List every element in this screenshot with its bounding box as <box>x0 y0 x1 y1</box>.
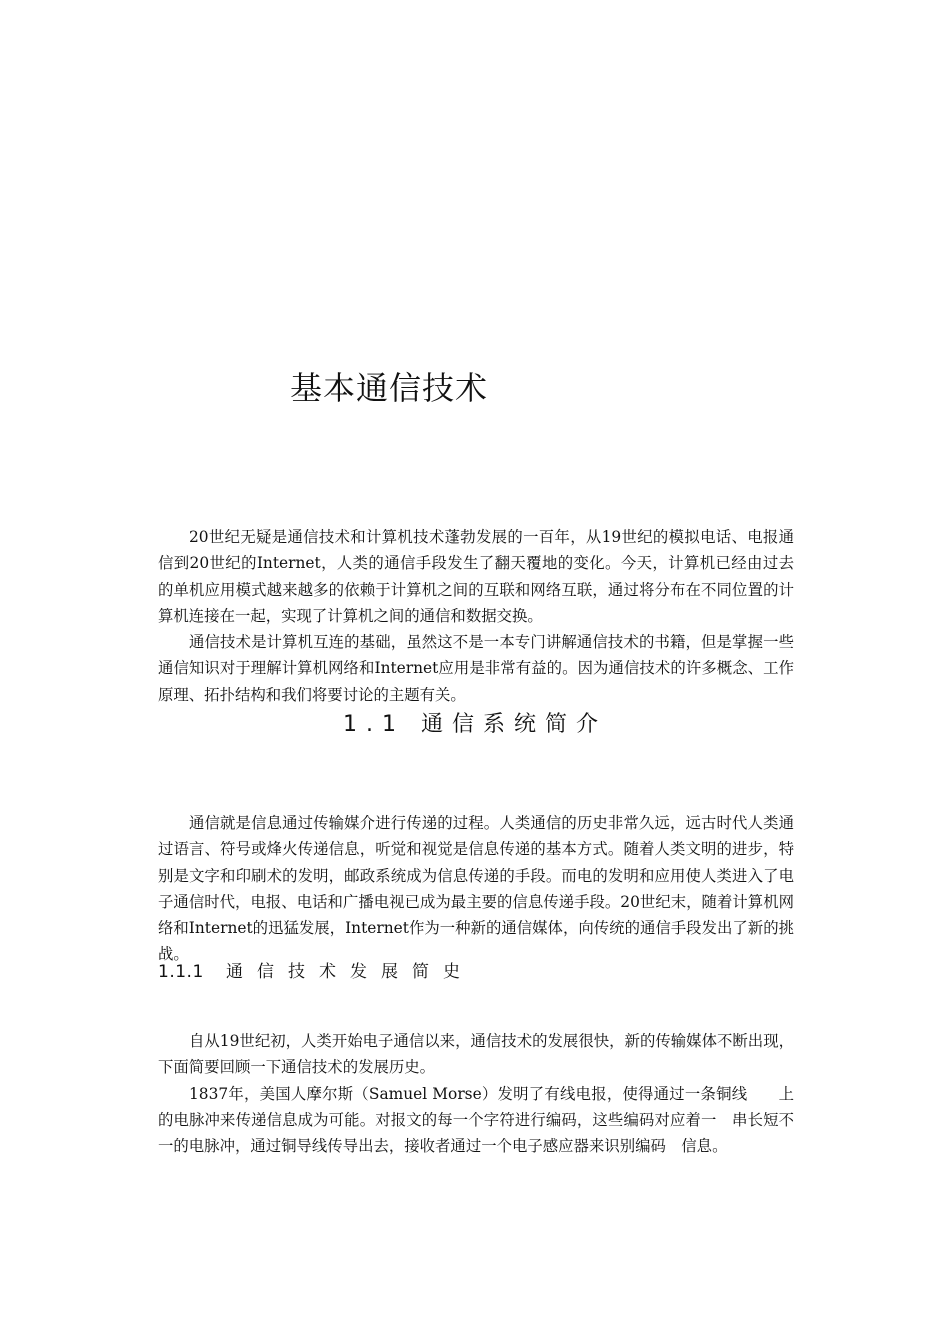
section-paragraph-1: 通信就是信息通过传输媒介进行传递的过程。人类通信的历史非常久远，远古时代人类通过语言、符号或烽火传递信息，听觉和视觉是信息传递的基本方式。随着人类文明的进步，特别是文字和印刷术的发明，邮政系统成为信息传递的手段。而电的发明和应用使人类进入了电子通信时代，电报、电话和广播电视已成为最主要的信息传递手段。20世纪末，随着计算机网络和Internet的迅猛发展，Internet作为一种新的通信媒体，向传统的通信手段发出了新的挑战。 <box>158 814 794 964</box>
section-heading <box>0 710 950 740</box>
subsection-heading <box>158 960 474 984</box>
intro-paragraph-2: 通信技术是计算机互连的基础，虽然这不是一本专门讲解通信技术的书籍，但是掌握一些通信知识对于理解计算机网络和Internet应用是非常有益的。因为通信技术的许多概念、工作原理、拓扑结构和我们将要讨论的主题有关。 <box>158 633 794 704</box>
subsection-paragraph-1: 自从19世纪初，人类开始电子通信以来，通信技术的发展很快，新的传输媒体不断出现，下面简要回顾一下通信技术的发展历史。 <box>158 1032 794 1077</box>
chapter-title: 基本通信技术 <box>290 369 489 407</box>
section-title: 通信系统简介 <box>420 712 607 737</box>
section-text-block <box>158 810 794 968</box>
intro-text-block <box>158 524 794 708</box>
subsection-paragraph-2: 1837年，美国人摩尔斯（Samuel Morse）发明了有线电报，使得通过一条铜线 上的电脉冲来传递信息成为可能。对报文的每一个字符进行编码，这些编码对应着一 串长短不一的电脉冲，通过铜导线传导出去，接收者通过一个电子感应器来识别编码 信息。 <box>158 1084 794 1156</box>
intro-paragraph-1: 20世纪无疑是通信技术和计算机技术蓬勃发展的一百年，从19世纪的模拟电话、电报通信到20世纪的Internet，人类的通信手段发生了翻天覆地的变化。今天，计算机已经由过去的单机应用模式越来越多的依赖于计算机之间的互联和网络互联，通过将分布在不同位置的计算机连接在一起，实现了计算机之间的通信和数据交换。 <box>158 528 794 625</box>
subsection-number: 1.1.1 <box>158 962 204 982</box>
subsection-text-block <box>158 1028 794 1159</box>
section-number: 1.1 <box>342 712 405 737</box>
subsection-title: 通信技术发展简史 <box>226 962 474 982</box>
